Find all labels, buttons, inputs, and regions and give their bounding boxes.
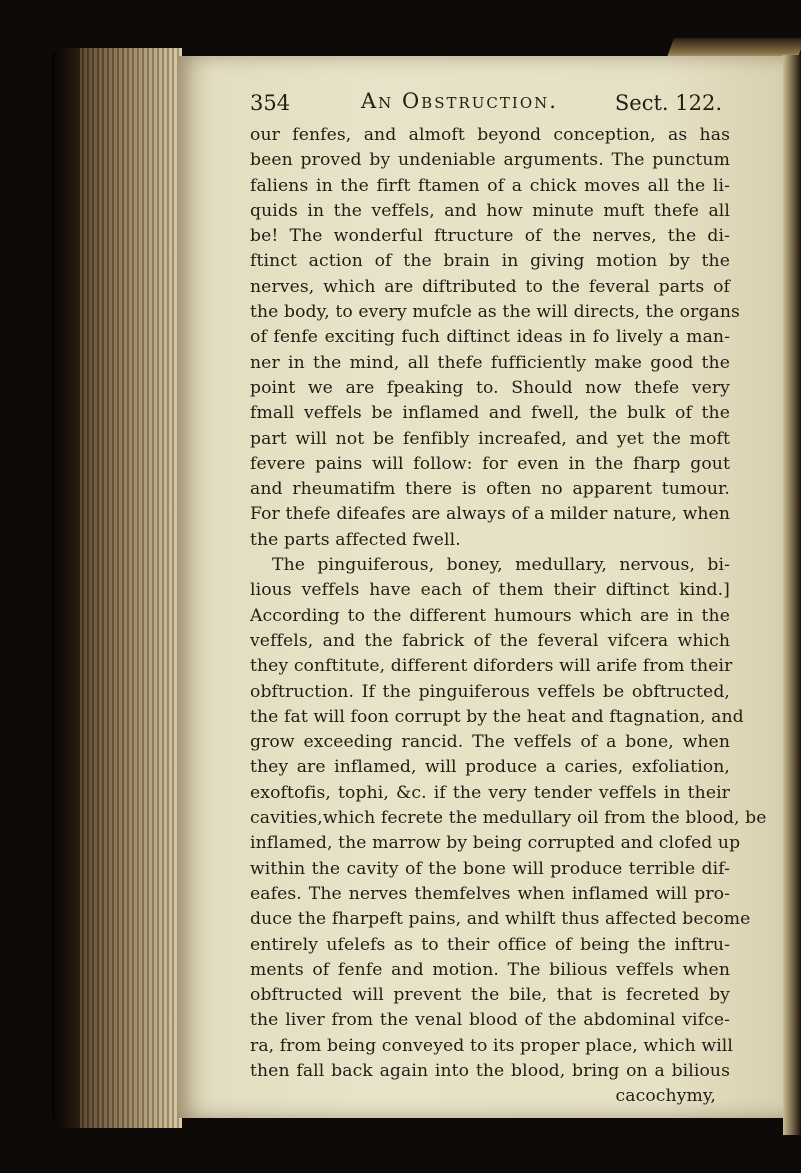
- text-line: obftructed will prevent the bile, that is fecreted by: [250, 985, 730, 1006]
- text-line: duce the fharpeft pains, and whilft thus affected become: [250, 909, 751, 930]
- page-number: 354: [250, 91, 291, 115]
- text-line: of fenfe exciting fuch diftinct ideas in fo lively a man-: [250, 327, 730, 348]
- text-line: grow exceeding rancid. The veffels of a bone, when: [250, 732, 730, 753]
- text-line: they are inflamed, will produce a caries, exfoliation,: [250, 757, 730, 778]
- text-line: ner in the mind, all thefe fufficiently make good the: [250, 352, 730, 373]
- text-line: entirely ufelefs as to their office of being the inftru-: [250, 934, 730, 955]
- text-line: According to the different humours which are in the: [250, 605, 730, 626]
- text-line: faliens in the firft ftamen of a chick moves all the li-: [250, 175, 730, 196]
- text-line: obftruction. If the pinguiferous veffels be obftructed,: [250, 681, 730, 702]
- text-line: fevere pains will follow: for even in the fharp gout: [250, 453, 730, 474]
- text-line: lious veffels have each of them their diftinct kind.]: [250, 580, 730, 601]
- text-line: veffels, and the fabrick of the feveral vifcera which: [250, 630, 730, 651]
- text-line: our fenfes, and almoft beyond conception, as has: [250, 125, 730, 145]
- text-line: been proved by undeniable arguments. The punctum: [250, 150, 730, 171]
- text-line: within the cavity of the bone will produce terrible dif-: [250, 858, 730, 879]
- text-line: the fat will foon corrupt by the heat and ftagnation, and: [250, 706, 744, 727]
- text-line: the liver from the venal blood of the abdominal vifce-: [250, 1010, 730, 1031]
- text-block: [250, 85, 767, 1110]
- catchword: cacochymy,: [615, 1086, 716, 1107]
- text-line: fmall veffels be inflamed and fwell, the bulk of the: [250, 403, 730, 424]
- text-line: the body, to every mufcle as the will directs, the organs: [250, 302, 740, 323]
- text-line: be! The wonderful ftructure of the nerves, the di-: [250, 226, 730, 247]
- text-line: nerves, which are diftributed to the feveral parts of: [250, 276, 730, 297]
- paragraph-start-line: The pinguiferous, boney, medullary, nervous, bi-: [272, 555, 730, 576]
- text-line: ments of fenfe and motion. The bilious veffels when: [250, 959, 730, 980]
- text-line: ra, from being conveyed to its proper place, which will: [250, 1035, 733, 1056]
- text-line: they conftitute, different diforders will arife from their: [250, 656, 733, 677]
- text-line: cavities,which fecrete the medullary oil from the blood, be: [250, 808, 767, 829]
- running-header: [250, 85, 730, 123]
- text-line: the parts affected fwell.: [250, 529, 461, 550]
- section-marker: Sect. 122.: [614, 91, 722, 115]
- text-line: exoftofis, tophi, &c. if the very tender veffels in their: [250, 782, 730, 803]
- text-line: then fall back again into the blood, bring on a bilious: [250, 1060, 730, 1081]
- text-line: For thefe difeafes are always of a milder nature, when: [250, 504, 730, 525]
- spine-shadow: [52, 48, 80, 1128]
- running-title: An Obstruction.: [361, 89, 558, 113]
- right-page-edge: [783, 55, 801, 1135]
- text-line: point we are fpeaking to. Should now thefe very: [250, 377, 730, 398]
- text-line: ftinct action of the brain in giving motion by the: [250, 251, 730, 272]
- text-line: inflamed, the marrow by being corrupted and clofed up: [250, 833, 741, 854]
- text-line: quids in the veffels, and how minute muft thefe all: [250, 200, 730, 221]
- text-line: and rheumatifm there is often no apparent tumour.: [250, 479, 730, 500]
- text-line: part will not be fenfibly increafed, and yet the moft: [250, 428, 730, 449]
- text-line: eafes. The nerves themfelves when inflamed will pro-: [250, 883, 730, 904]
